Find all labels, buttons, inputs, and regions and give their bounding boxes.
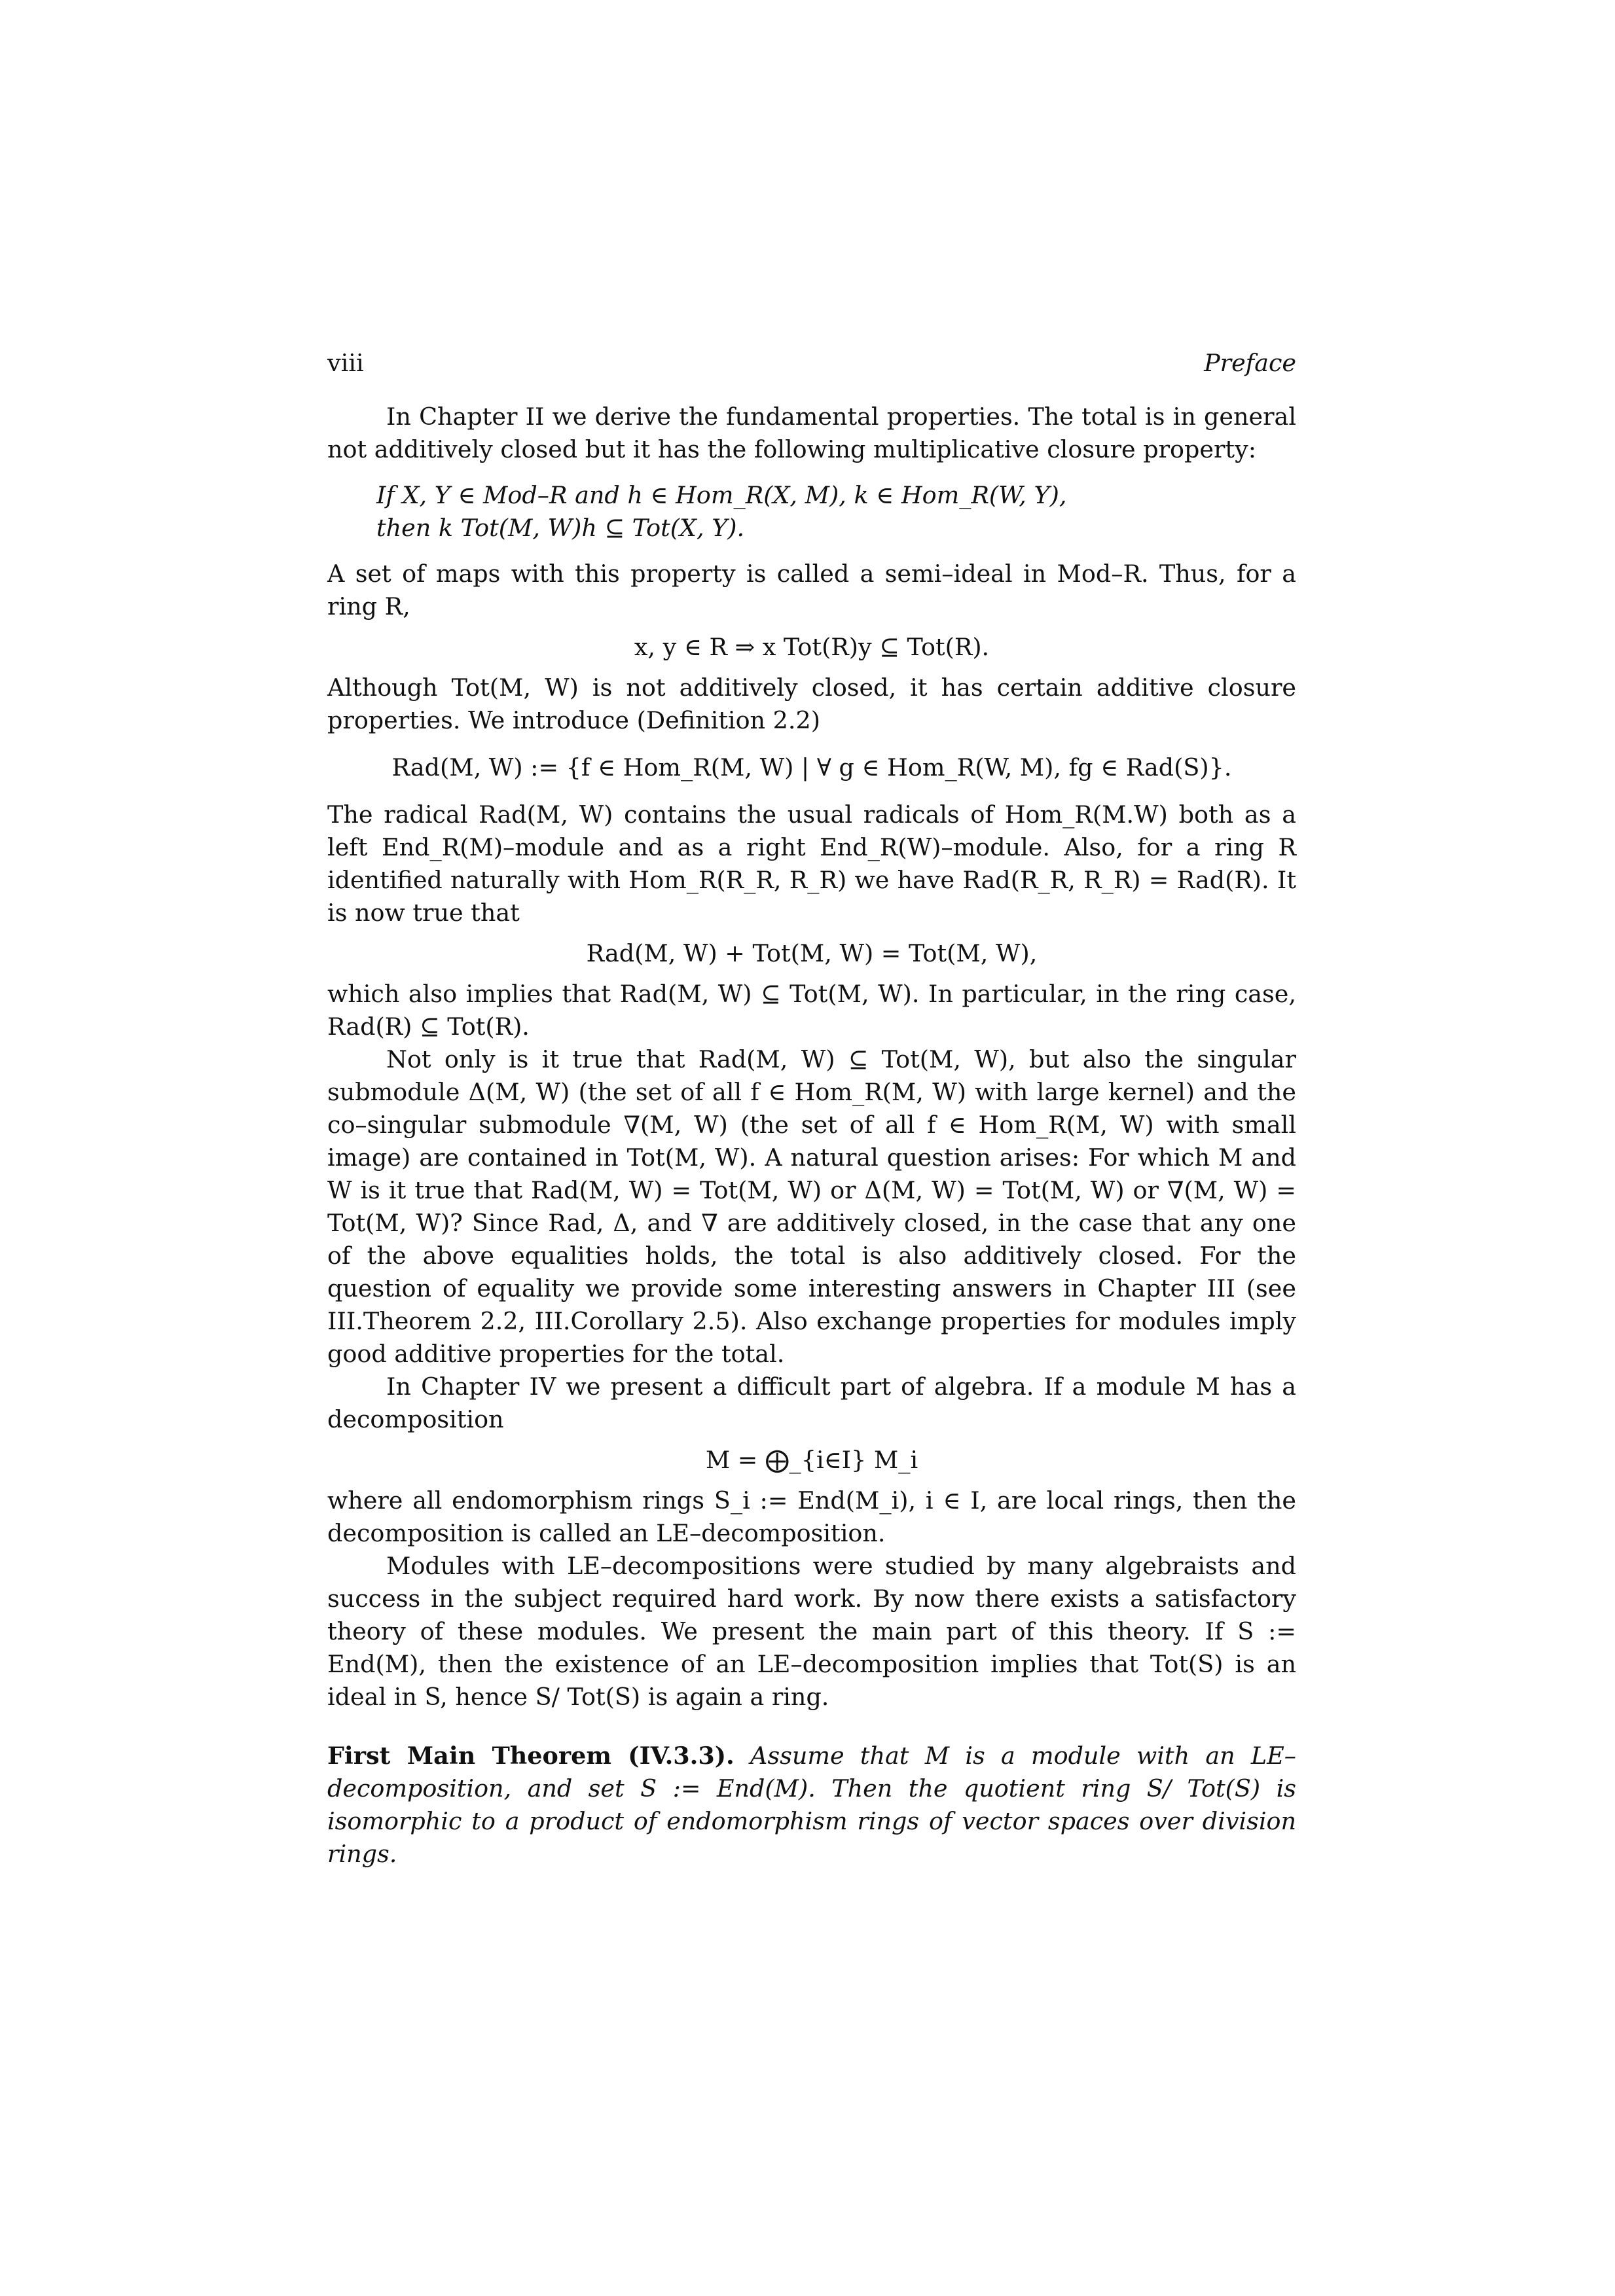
theorem-heading: First Main Theorem (IV.3.3). — [327, 1742, 735, 1770]
first-main-theorem — [327, 1740, 1296, 1871]
theorem-statement: Assume that M is a module with an LE–decomposition, and set S := End(M). Then the quotient ring S/ Tot(S) is isomorphic to a product of endomorphism rings of vector spaces over division rings. — [327, 1742, 1296, 1868]
paragraph-le-modules: Modules with LE–decompositions were studied by many algebraists and success in the subject required hard work. By now there exists a satisfactory theory of these modules. We present the main part of this theory. If S := End(M), then the existence of an LE–decomposition implies that Tot(S) is an ideal in S, hence S/ Tot(S) is again a ring. — [327, 1552, 1296, 1711]
closure-line-1: If X, Y ∈ Mod–R and h ∈ Hom_R(X, M), k ∈ Hom_R(W, Y), — [376, 481, 1067, 509]
closure-property — [376, 479, 1296, 545]
display-decomposition: M = ⨁_{i∈I} M_i — [705, 1446, 918, 1474]
running-head — [327, 347, 1296, 386]
display-rad-tot: Rad(M, W) + Tot(M, W) = Tot(M, W), — [586, 939, 1038, 967]
chapter-title: Preface — [1204, 349, 1296, 377]
display-rad-definition: Rad(M, W) := {f ∈ Hom_R(M, W) | ∀ g ∈ Hom_R(W, M), fg ∈ Rad(S)}. — [391, 753, 1232, 781]
paragraph-implies: which also implies that Rad(M, W) ⊆ Tot(M, W). In particular, in the ring case, Rad(R) ⊆ Tot(R). — [327, 980, 1296, 1041]
closure-line-2: then k Tot(M, W)h ⊆ Tot(X, Y). — [376, 514, 745, 542]
page-number: viii — [327, 349, 364, 377]
paragraph-semi-ideal: A set of maps with this property is called a semi–ideal in Mod–R. Thus, for a ring R, — [327, 560, 1296, 620]
page — [327, 347, 1296, 1871]
paragraph-radical: The radical Rad(M, W) contains the usual radicals of Hom_R(M.W) both as a left End_R(M)–module and as a right End_R(W)–module. Also, for a ring R identified naturally with Hom_R(R_R, R_R) we have Rad(R_R, R_R) = Rad(R). It is now true that — [327, 800, 1296, 927]
paragraph-le-decomposition: where all endomorphism rings S_i := End(M_i), i ∈ I, are local rings, then the decomposition is called an LE–decomposition. — [327, 1486, 1296, 1547]
paragraph-singular: Not only is it true that Rad(M, W) ⊆ Tot(M, W), but also the singular submodule Δ(M, W) (the set of all f ∈ Hom_R(M, W) with large kernel) and the co–singular submodule ∇(M, W) (the set of all f ∈ Hom_R(M, W) with small image) are contained in Tot(M, W). A natural question arises: For which M and W is it true that Rad(M, W) = Tot(M, W) or Δ(M, W) = Tot(M, W) or ∇(M, W) = Tot(M, W)? Since Rad, Δ, and ∇ are additively closed, in the case that any one of the above equalities holds, the total is also additively closed. For the question of equality we provide some interesting answers in Chapter III (see III.Theorem 2.2, III.Corollary 2.5). Also exchange properties for modules imply good additive properties for the total. — [327, 1045, 1296, 1368]
paragraph-chapter-ii: In Chapter II we derive the fundamental properties. The total is in general not additively closed but it has the following multiplicative closure property: — [327, 403, 1296, 463]
paragraph-additive-closure: Although Tot(M, W) is not additively closed, it has certain additive closure properties. We introduce (Definition 2.2) — [327, 673, 1296, 734]
paragraph-chapter-iv: In Chapter IV we present a difficult part of algebra. If a module M has a decomposition — [327, 1372, 1296, 1433]
display-ring-property: x, y ∈ R ⇒ x Tot(R)y ⊆ Tot(R). — [634, 633, 990, 661]
